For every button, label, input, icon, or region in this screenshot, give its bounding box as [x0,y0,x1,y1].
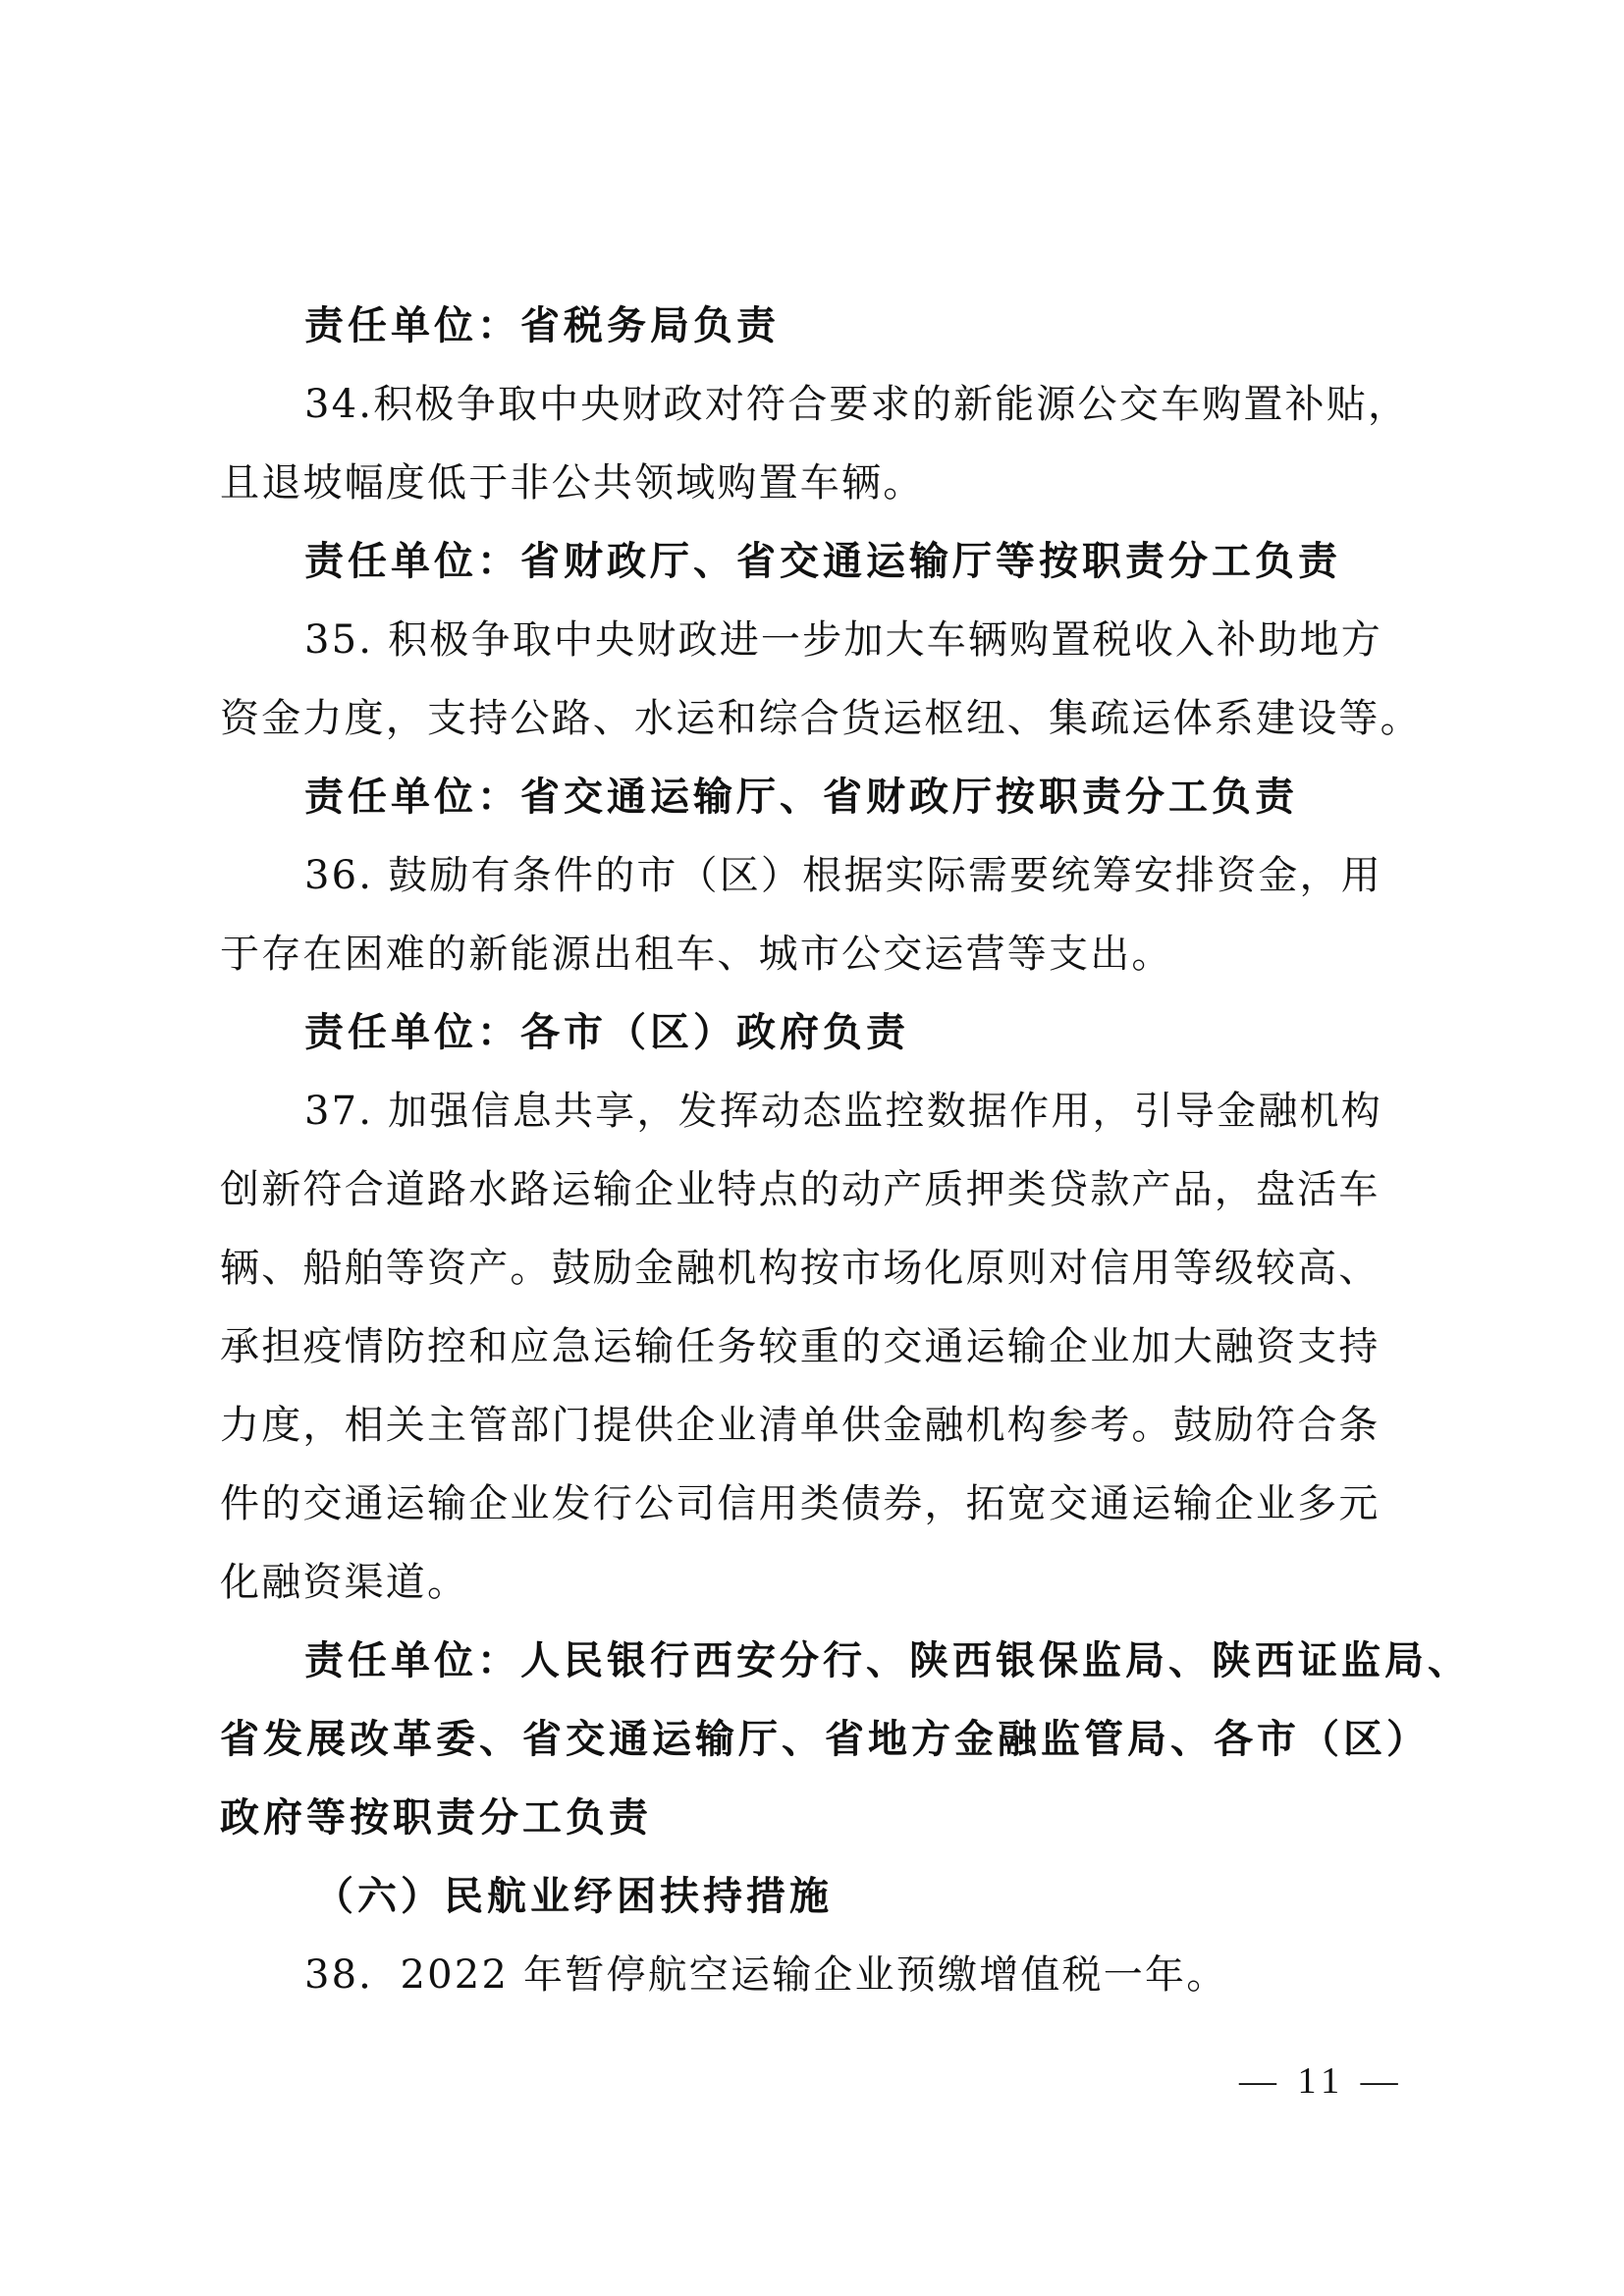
responsibility-line-cont: 政府等按职责分工负责 [220,1795,652,1841]
responsibility-line: 责任单位：各市（区）政府负责 [304,1010,909,1055]
responsibility-line: 责任单位：省财政厅、省交通运输厅等按职责分工负责 [304,539,1341,584]
item-37-line-3: 辆、船舶等资产。鼓励金融机构按市场化原则对信用等级较高、 [220,1246,1380,1291]
item-37-line-7: 化融资渠道。 [220,1560,469,1605]
page-number: — 11 — [1239,2060,1404,2102]
section-heading: （六）民航业纾困扶持措施 [314,1874,833,1919]
item-37-line-6: 件的交通运输企业发行公司信用类债券，拓宽交通运输企业多元 [220,1481,1380,1526]
item-37-line-4: 承担疫情防控和应急运输任务较重的交通运输企业加大融资支持 [220,1324,1380,1369]
item-37-line-5: 力度，相关主管部门提供企业清单供金融机构参考。鼓励符合条 [220,1403,1380,1448]
item-34-line-2: 且退坡幅度低于非公共领域购置车辆。 [220,460,925,506]
responsibility-line: 责任单位：人民银行西安分行、陕西银保监局、陕西证监局、 [304,1638,1471,1683]
responsibility-line: 责任单位：省交通运输厅、省财政厅按职责分工负责 [304,774,1298,820]
item-35-line-2: 资金力度，支持公路、水运和综合货运枢纽、集疏运体系建设等。 [220,696,1422,741]
item-34-line-1: 34.积极争取中央财政对符合要求的新能源公交车购置补贴， [304,382,1410,427]
document-body [220,287,1471,2014]
item-37-line-1: 37. 加强信息共享，发挥动态监控数据作用，引导金融机构 [304,1089,1382,1134]
item-35-line-1: 35. 积极争取中央财政进一步加大车辆购置税收入补助地方 [304,617,1382,663]
item-36-line-1: 36. 鼓励有条件的市（区）根据实际需要统筹安排资金，用 [304,853,1382,898]
item-37-line-2: 创新符合道路水路运输企业特点的动产质押类贷款产品，盘活车 [220,1167,1380,1212]
item-36-line-2: 于存在困难的新能源出租车、城市公交运营等支出。 [220,932,1173,977]
item-38-line-1: 38．2022 年暂停航空运输企业预缴增值税一年。 [304,1952,1228,1998]
responsibility-line-cont: 省发展改革委、省交通运输厅、省地方金融监管局、各市（区） [220,1717,1430,1762]
responsibility-line: 责任单位：省税务局负责 [304,303,780,348]
